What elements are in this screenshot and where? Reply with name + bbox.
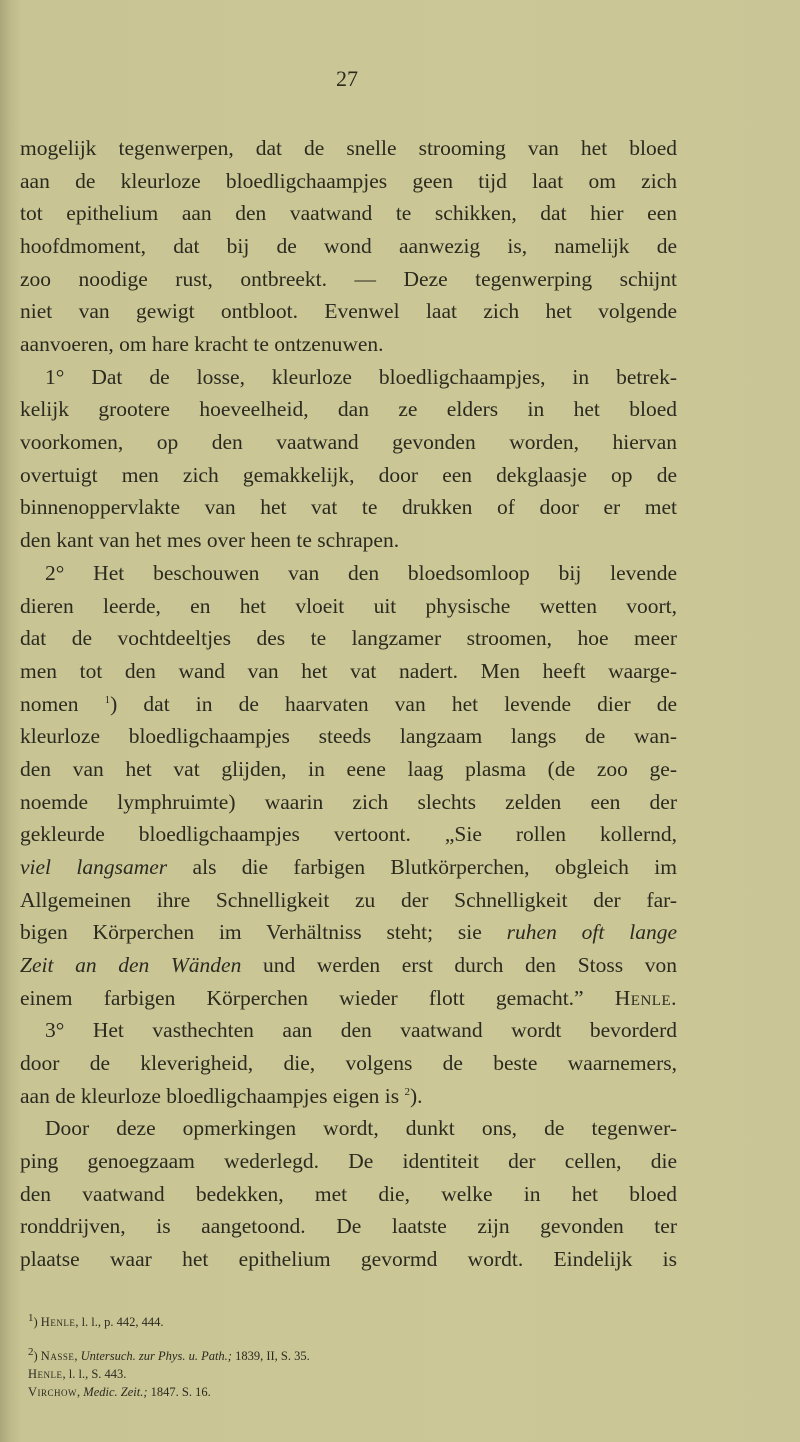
text-segment: door de kleverigheid, die, volgens de beste waarnemers, <box>20 1051 677 1076</box>
text-segment: gekleurde bloedligchaampjes vertoont. „Sie rollen kollernd, <box>20 822 677 847</box>
text-segment: 1° Dat de losse, kleurloze bloedligchaampjes, in betrek- <box>45 364 677 389</box>
text-segment: noemde lymphruimte) waarin zich slechts zelden een der <box>20 789 677 814</box>
text-segment: ruhen oft lange <box>506 920 677 945</box>
text-segment: 1847. S. 16. <box>147 1385 211 1399</box>
text-segment: und werden erst durch den Stoss von <box>241 953 677 977</box>
text-line <box>20 426 677 459</box>
text-line <box>20 622 677 655</box>
text-segment: Untersuch. zur Phys. u. Path.; <box>80 1349 232 1363</box>
text-segment: ) <box>33 1349 41 1363</box>
footnote-marker: 2 <box>404 1085 410 1098</box>
text-segment: ping genoegzaam wederlegd. De identiteit der cellen, die <box>20 1149 677 1174</box>
text-line <box>20 524 677 557</box>
text-line <box>20 459 677 492</box>
text-segment: bigen Körperchen im Verhältniss steht; sie <box>20 920 507 945</box>
text-line <box>20 1080 677 1113</box>
text-line <box>20 361 677 394</box>
text-segment: plaatse waar het epithelium gevormd wordt. Eindelijk is <box>20 1247 677 1272</box>
footnote-marker: 1 <box>104 693 111 706</box>
text-line <box>20 1112 677 1145</box>
text-line <box>20 1210 677 1243</box>
text-line <box>20 165 677 198</box>
text-line <box>20 818 677 851</box>
text-segment: ronddrijven, is aangetoond. De laatste zijn gevonden ter <box>20 1214 677 1239</box>
text-segment: mogelijk tegenwerpen, dat de snelle strooming van het bloed <box>20 136 677 160</box>
text-segment: kelijk grootere hoeveelheid, dan ze elders in het bloed <box>20 397 677 422</box>
text-segment: , <box>77 1385 84 1399</box>
text-segment: einem farbigen Körperchen wieder flott gemacht.” <box>20 985 615 1010</box>
text-segment: overtuigt men zich gemakkelijk, door een dekglaasje op de <box>20 462 677 487</box>
text-segment: niet van gewigt ontbloot. Evenwel laat zich het volgende <box>20 299 677 324</box>
text-segment: tot epithelium aan den vaatwand te schikken, dat hier een <box>20 201 677 226</box>
text-segment: den van het vat glijden, in eene laag plasma (de zoo ge- <box>20 756 677 781</box>
text-line <box>20 230 677 263</box>
text-line <box>20 655 677 688</box>
text-segment: dieren leerde, en het vloeit uit physische wetten voort, <box>20 593 677 618</box>
text-line <box>20 197 677 230</box>
text-segment: , <box>74 1349 81 1363</box>
text-line <box>20 1014 677 1047</box>
text-segment: Nasse <box>40 1349 75 1363</box>
text-line <box>20 786 677 819</box>
text-segment: , l. l., S. 443. <box>62 1367 127 1381</box>
text-segment: den vaatwand bedekken, met die, welke in het bloed <box>20 1181 677 1206</box>
text-segment: viel langsamer <box>20 854 168 879</box>
text-segment: als die farbigen Blutkörperchen, obgleich im <box>167 854 677 879</box>
footnote <box>28 1366 126 1382</box>
text-line <box>20 753 677 786</box>
text-segment: Virchow <box>28 1385 78 1399</box>
text-segment: nomen <box>20 691 105 716</box>
text-line <box>20 1145 677 1178</box>
text-segment: 3° Het vasthechten aan den vaatwand wordt bevorderd <box>45 1018 677 1043</box>
text-segment: hoofdmoment, dat bij de wond aanwezig is, namelijk de <box>20 234 677 259</box>
text-segment: aan de kleurloze bloedligchaampjes geen tijd laat om zich <box>20 168 677 193</box>
text-line <box>20 557 677 590</box>
text-line <box>20 263 677 296</box>
text-segment: ) dat in de haarvaten van het levende dier de <box>110 691 677 716</box>
page-number: 27 <box>336 66 358 91</box>
footnote <box>28 1311 164 1330</box>
text-segment: aan de kleurloze bloedligchaampjes eigen is <box>20 1083 405 1108</box>
text-segment: , l. l., p. 442, 444. <box>75 1315 164 1329</box>
text-line <box>20 590 677 623</box>
text-segment: dat de vochtdeeltjes des te langzamer stroomen, hoe meer <box>20 626 677 651</box>
footnote-marker: 2 <box>28 1345 34 1358</box>
footnote-marker: 1 <box>28 1311 34 1324</box>
text-line <box>20 949 677 982</box>
text-segment: voorkomen, op den vaatwand gevonden worden, hiervan <box>20 430 677 455</box>
text-line <box>20 132 677 165</box>
text-segment: zoo noodige rust, ontbreekt. — Deze tegenwerping schijnt <box>20 266 677 291</box>
text-segment: Allgemeinen ihre Schnelligkeit zu der Schnelligkeit der far- <box>20 887 677 912</box>
text-segment: Medic. Zeit.; <box>83 1385 148 1399</box>
text-line <box>20 1178 677 1211</box>
text-line <box>20 688 677 721</box>
text-segment: aanvoeren, om hare kracht te ontzenuwen. <box>20 332 384 357</box>
text-segment: 2° Het beschouwen van den bloedsomloop bij levende <box>45 560 677 585</box>
text-line <box>20 328 677 361</box>
text-segment: kleurloze bloedligchaampjes steeds langzaam langs de wan- <box>20 724 677 749</box>
text-segment: Henle. <box>614 985 677 1010</box>
text-line <box>20 393 677 426</box>
text-segment: ) <box>33 1315 41 1329</box>
text-line <box>20 720 677 753</box>
text-segment: Zeit an den Wänden <box>20 953 242 977</box>
footnote <box>28 1345 310 1364</box>
text-line <box>20 1047 677 1080</box>
text-segment: ). <box>409 1083 423 1108</box>
text-line <box>20 295 677 328</box>
text-segment: 1839, II, S. 35. <box>231 1349 310 1363</box>
text-segment: Henle <box>28 1367 63 1381</box>
text-line <box>20 1243 677 1276</box>
text-segment: Henle <box>40 1315 76 1329</box>
text-line <box>20 884 677 917</box>
text-segment: Door deze opmerkingen wordt, dunkt ons, de tegenwer- <box>45 1116 677 1141</box>
text-segment: den kant van het mes over heen te schrapen. <box>20 528 400 553</box>
text-line <box>20 982 677 1015</box>
text-line <box>20 916 677 949</box>
text-segment: men tot den wand van het vat nadert. Men heeft waarge- <box>20 658 677 683</box>
text-segment: binnenoppervlakte van het vat te drukken of door er met <box>20 495 677 520</box>
text-line <box>20 491 677 524</box>
text-line <box>20 851 677 884</box>
footnote <box>28 1384 211 1400</box>
